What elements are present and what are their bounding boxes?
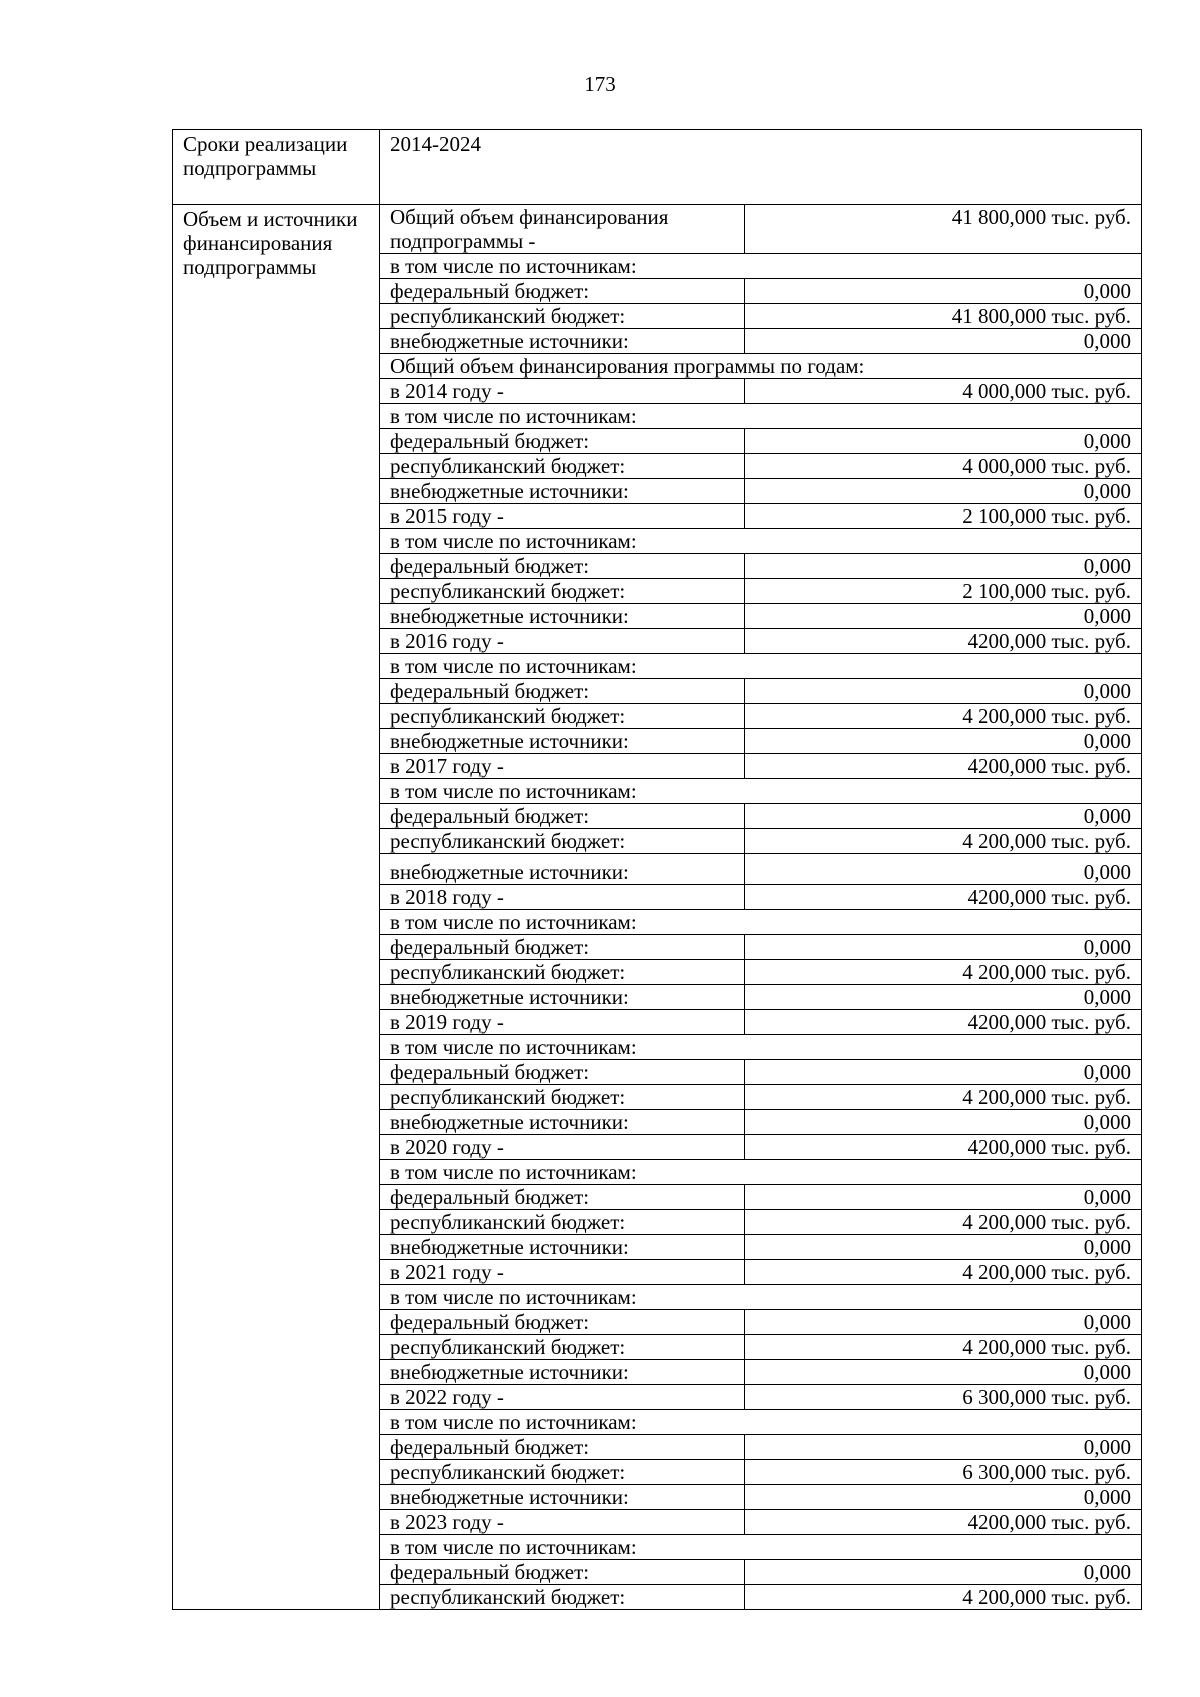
source-label: внебюджетные источники: — [380, 1235, 745, 1260]
period-value: 2014-2024 — [380, 130, 1142, 205]
year-source-row — [380, 935, 1141, 960]
source-value: 0,000 — [745, 429, 1142, 454]
year-label: в 2023 году - — [380, 1510, 745, 1535]
year-by-source-row — [380, 1035, 1141, 1060]
year-source-row — [380, 1085, 1141, 1110]
year-by-source-label: в том числе по источникам: — [380, 779, 1141, 804]
source-label: республиканский бюджет: — [380, 704, 745, 729]
source-label: республиканский бюджет: — [380, 1085, 745, 1110]
source-label: федеральный бюджет: — [380, 1435, 745, 1460]
year-label: в 2022 году - — [380, 1385, 745, 1410]
year-value: 4200,000 тыс. руб. — [745, 1510, 1142, 1535]
year-label: в 2015 году - — [380, 504, 745, 529]
source-value: 0,000 — [745, 1360, 1142, 1385]
funding-source-row — [380, 279, 1141, 304]
year-label: в 2020 году - — [380, 1135, 745, 1160]
source-label: федеральный бюджет: — [380, 279, 745, 304]
year-value: 2 100,000 тыс. руб. — [745, 504, 1142, 529]
year-by-source-label: в том числе по источникам: — [380, 1285, 1141, 1310]
source-value: 0,000 — [745, 1110, 1142, 1135]
source-label: федеральный бюджет: — [380, 1560, 745, 1585]
source-label: республиканский бюджет: — [380, 304, 745, 329]
year-row — [380, 1135, 1141, 1160]
source-label: республиканский бюджет: — [380, 1585, 745, 1610]
year-row — [380, 504, 1141, 529]
source-value: 4 200,000 тыс. руб. — [745, 704, 1142, 729]
year-by-source-row — [380, 1160, 1141, 1185]
source-value: 0,000 — [745, 1560, 1142, 1585]
year-by-source-row — [380, 1285, 1141, 1310]
funding-source-row — [380, 329, 1141, 354]
year-source-row — [380, 1435, 1141, 1460]
year-by-source-label: в том числе по источникам: — [380, 529, 1141, 554]
year-by-source-label: в том числе по источникам: — [380, 1160, 1141, 1185]
year-source-row — [380, 704, 1141, 729]
year-source-row — [380, 804, 1141, 829]
funding-total-row — [380, 205, 1141, 254]
source-value: 4 200,000 тыс. руб. — [962, 1585, 1131, 1609]
funding-label: Объем и источники финансирования подпрограммы — [173, 205, 380, 1610]
source-label: республиканский бюджет: — [380, 1460, 745, 1485]
year-source-row — [380, 1210, 1141, 1235]
source-value: 4 200,000 тыс. руб. — [745, 1210, 1142, 1235]
year-source-row — [380, 429, 1141, 454]
source-value: 0,000 — [745, 854, 1142, 885]
year-source-row — [380, 479, 1141, 504]
year-source-row — [380, 854, 1141, 885]
year-by-source-label: в том числе по источникам: — [380, 654, 1141, 679]
year-by-source-row — [380, 910, 1141, 935]
year-source-row — [380, 604, 1141, 629]
period-row — [173, 130, 1142, 205]
source-label: федеральный бюджет: — [380, 1310, 745, 1335]
year-source-row — [380, 829, 1141, 854]
source-label: федеральный бюджет: — [380, 1185, 745, 1210]
year-label: в 2017 году - — [380, 754, 745, 779]
year-label: в 2016 году - — [380, 629, 745, 654]
year-by-source-label: в том числе по источникам: — [380, 404, 1141, 429]
year-source-row — [380, 1235, 1141, 1260]
source-value: 41 800,000 тыс. руб. — [745, 304, 1142, 329]
year-value: 4200,000 тыс. руб. — [745, 885, 1142, 910]
year-by-source-row — [380, 1535, 1141, 1560]
source-label: федеральный бюджет: — [380, 679, 745, 704]
funding-table — [380, 205, 1141, 1609]
year-by-source-label: в том числе по источникам: — [380, 1535, 1141, 1560]
source-label: внебюджетные источники: — [380, 1360, 745, 1385]
year-label: в 2021 году - — [380, 1260, 745, 1285]
funding-cell — [380, 205, 1142, 1610]
year-by-source-row — [380, 529, 1141, 554]
source-label: внебюджетные источники: — [380, 729, 745, 754]
source-label: республиканский бюджет: — [380, 829, 745, 854]
funding-row — [173, 205, 1142, 1610]
funding-by-year-label: Общий объем финансирования программы по годам: — [380, 354, 1141, 379]
source-value: 0,000 — [745, 1185, 1142, 1210]
year-source-row — [380, 454, 1141, 479]
year-source-row — [380, 1335, 1141, 1360]
year-by-source-label: в том числе по источникам: — [380, 910, 1141, 935]
source-value: 4 200,000 тыс. руб. — [745, 829, 1142, 854]
source-value: 0,000 — [745, 554, 1142, 579]
source-label: республиканский бюджет: — [380, 1335, 745, 1360]
source-value: 0,000 — [745, 679, 1142, 704]
source-value: 0,000 — [745, 804, 1142, 829]
year-row — [380, 1010, 1141, 1035]
source-label: внебюджетные источники: — [380, 854, 745, 885]
source-label: внебюджетные источники: — [380, 479, 745, 504]
year-source-row — [380, 729, 1141, 754]
source-value: 0,000 — [745, 1435, 1142, 1460]
subprogram-passport-table — [172, 129, 1142, 1610]
source-value: 0,000 — [745, 1235, 1142, 1260]
source-value: 0,000 — [745, 604, 1142, 629]
funding-source-row — [380, 304, 1141, 329]
year-by-source-label: в том числе по источникам: — [380, 1035, 1141, 1060]
source-value: 4 200,000 тыс. руб. — [745, 960, 1142, 985]
source-value: 4 000,000 тыс. руб. — [745, 454, 1142, 479]
year-label: в 2018 году - — [380, 885, 745, 910]
source-value: 4 200,000 тыс. руб. — [745, 1085, 1142, 1110]
year-by-source-row — [380, 1410, 1141, 1435]
source-label: федеральный бюджет: — [380, 804, 745, 829]
source-value: 0,000 — [745, 729, 1142, 754]
funding-by-source-label: в том числе по источникам: — [380, 254, 1141, 279]
source-label: внебюджетные источники: — [380, 604, 745, 629]
year-source-row — [380, 679, 1141, 704]
source-label: федеральный бюджет: — [380, 935, 745, 960]
year-source-row — [380, 1060, 1141, 1085]
source-label: республиканский бюджет: — [380, 960, 745, 985]
year-source-row — [380, 960, 1141, 985]
source-label: внебюджетные источники: — [380, 1485, 745, 1510]
year-source-row — [380, 1460, 1141, 1485]
funding-total-label: Общий объем финансирования подпрограммы - — [380, 205, 745, 254]
year-value: 4 200,000 тыс. руб. — [745, 1260, 1142, 1285]
year-by-source-label: в том числе по источникам: — [380, 1410, 1141, 1435]
funding-total-value: 41 800,000 тыс. руб. — [745, 205, 1142, 254]
source-label: республиканский бюджет: — [380, 454, 745, 479]
year-source-row — [380, 1585, 1141, 1610]
source-label: федеральный бюджет: — [380, 554, 745, 579]
source-label: республиканский бюджет: — [380, 579, 745, 604]
year-source-row — [380, 1560, 1141, 1585]
funding-by-source-row — [380, 254, 1141, 279]
source-value: 0,000 — [745, 935, 1142, 960]
year-row — [380, 629, 1141, 654]
source-label: федеральный бюджет: — [380, 429, 745, 454]
source-value: 0,000 — [745, 279, 1142, 304]
year-source-row — [380, 1110, 1141, 1135]
source-label: внебюджетные источники: — [380, 1110, 745, 1135]
year-source-row — [380, 554, 1141, 579]
year-by-source-row — [380, 404, 1141, 429]
source-label: внебюджетные источники: — [380, 985, 745, 1010]
year-source-row — [380, 579, 1141, 604]
year-source-row — [380, 1310, 1141, 1335]
year-row — [380, 1510, 1141, 1535]
year-label: в 2014 году - — [380, 379, 745, 404]
year-source-row — [380, 1360, 1141, 1385]
year-label: в 2019 году - — [380, 1010, 745, 1035]
source-value: 0,000 — [745, 1060, 1142, 1085]
year-source-row — [380, 1485, 1141, 1510]
year-value: 4200,000 тыс. руб. — [745, 629, 1142, 654]
source-value: 0,000 — [745, 329, 1142, 354]
source-label: внебюджетные источники: — [380, 329, 745, 354]
period-label: Сроки реализации подпрограммы — [173, 130, 380, 205]
year-by-source-row — [380, 654, 1141, 679]
source-value: 6 300,000 тыс. руб. — [745, 1460, 1142, 1485]
year-row — [380, 1385, 1141, 1410]
year-value: 6 300,000 тыс. руб. — [745, 1385, 1142, 1410]
page-number: 173 — [584, 72, 616, 96]
source-value: 0,000 — [745, 1485, 1142, 1510]
year-by-source-row — [380, 779, 1141, 804]
year-value: 4200,000 тыс. руб. — [745, 754, 1142, 779]
year-row — [380, 379, 1141, 404]
year-value: 4 000,000 тыс. руб. — [745, 379, 1142, 404]
source-value: 0,000 — [745, 985, 1142, 1010]
source-label: республиканский бюджет: — [380, 1210, 745, 1235]
source-value: 0,000 — [745, 479, 1142, 504]
year-value: 4200,000 тыс. руб. — [745, 1135, 1142, 1160]
source-value: 2 100,000 тыс. руб. — [745, 579, 1142, 604]
year-row — [380, 754, 1141, 779]
year-row — [380, 885, 1141, 910]
source-value: 4 200,000 тыс. руб. — [745, 1335, 1142, 1360]
source-label: федеральный бюджет: — [380, 1060, 745, 1085]
year-value: 4200,000 тыс. руб. — [745, 1010, 1142, 1035]
funding-by-year-row — [380, 354, 1141, 379]
year-row — [380, 1260, 1141, 1285]
year-source-row — [380, 985, 1141, 1010]
source-value: 0,000 — [745, 1310, 1142, 1335]
year-source-row — [380, 1185, 1141, 1210]
